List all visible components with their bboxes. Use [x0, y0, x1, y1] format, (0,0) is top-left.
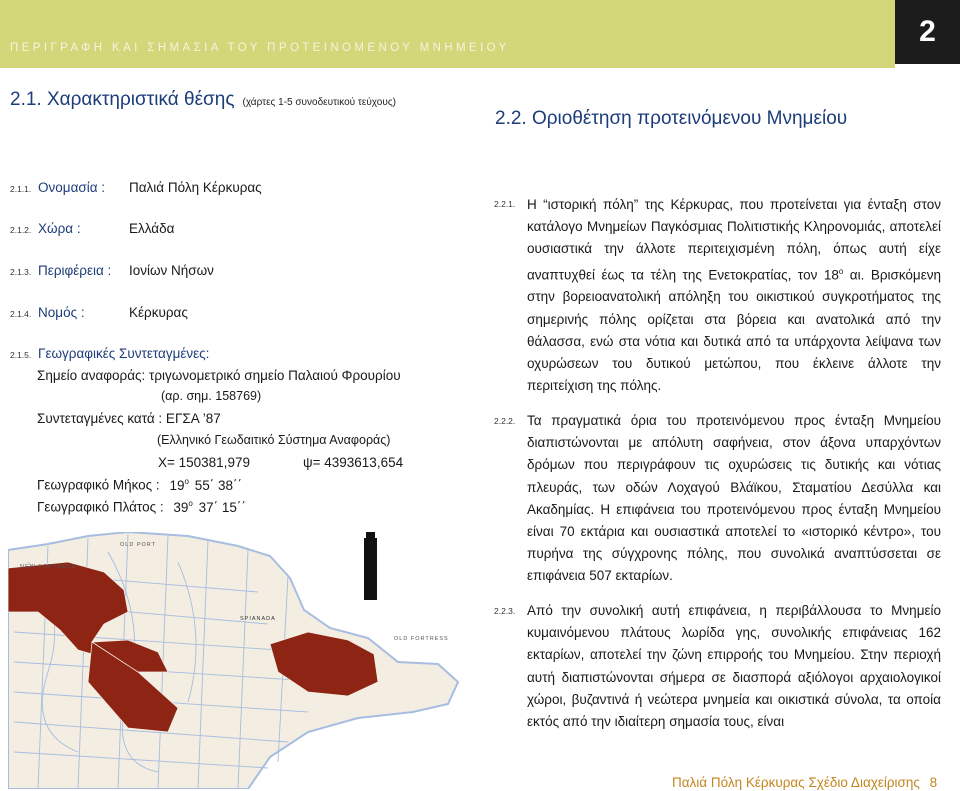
coords-heading-text: Γεωγραφικές Συντεταγμένες:	[38, 346, 210, 361]
item-number: 2.1.1.	[10, 184, 32, 194]
footer-text: Παλιά Πόλη Κέρκυρας Σχέδιο Διαχείρισης	[672, 775, 920, 790]
degree-symbol: ο	[184, 477, 189, 486]
map-label-old-port: OLD PORT	[120, 542, 157, 548]
paragraph-2-2-1	[527, 194, 941, 397]
paragraph-number: 2.2.2.	[494, 416, 516, 426]
paragraph-text-continued: αι. Βρισκόμενη στην βορειοανατολική απόληξη του οικιστικού συγκροτήματος της σημερινής πόλης ορίζεται στα βόρεια και ανατολικά από την θάλασσα, ενώ στα νότια και δυτικά από τα υπάρχοντα λείψανα των οχυρώσεων του δυτικού μετώπου, που έκλεινε άλλοτε την περιτείχιση της πόλης.	[527, 267, 941, 394]
paragraph-number: 2.2.1.	[494, 199, 516, 209]
coordinate-x: Χ= 150381,979	[158, 455, 250, 470]
section-title-note: (χάρτες 1-5 συνοδευτικού τεύχους)	[242, 97, 396, 108]
longitude-label: Γεωγραφικό Μήκος :	[37, 477, 160, 493]
item-label: Νομός :	[38, 305, 85, 320]
item-prefecture	[10, 305, 85, 320]
map-label-old-fortress: OLD FORTRESS	[394, 636, 449, 642]
reference-id: (αρ. σημ. 158769)	[161, 389, 262, 403]
coordinate-system: Συντεταγμένες κατά : ΕΓΣΑ ’87	[37, 411, 221, 426]
item-label: Χώρα :	[38, 221, 81, 236]
century-superscript: ο	[838, 266, 844, 276]
item-number: 2.1.4.	[10, 309, 32, 319]
header-banner-text: ΠΕΡΙΓΡΑΦΗ ΚΑΙ ΣΗΜΑΣΙΑ ΤΟΥ ΠΡΟΤΕΙΝΟΜΕΝΟΥ ΜΝΗΜΕΙΟΥ	[10, 42, 510, 54]
item-label: Περιφέρεια :	[38, 263, 112, 278]
section-title-text: 2.1. Χαρακτηριστικά θέσης	[10, 89, 235, 110]
longitude-minutes-seconds: 55΄ 38΄΄	[194, 477, 242, 493]
item-value: Παλιά Πόλη Κέρκυρας	[129, 180, 262, 195]
page-number: 8	[929, 775, 938, 790]
item-value: Ιονίων Νήσων	[129, 263, 214, 278]
reference-point: Σημείο αναφοράς: τριγωνομετρικό σημείο Παλαιού Φρουρίου	[37, 368, 401, 383]
degree-symbol: ο	[188, 499, 193, 508]
latitude-label: Γεωγραφικό Πλάτος :	[37, 499, 164, 515]
item-number: 2.1.5.	[10, 350, 32, 360]
item-region	[10, 263, 111, 278]
paragraph-text: Η “ιστορική πόλη” της Κέρκυρας, που προτείνεται για ένταξη στον κατάλογο Μνημείων Παγκόσμιας Πολιτιστικής Κληρονομιάς, αποτελεί ουσιαστικά την άλλοτε περιτειχισμένη πόλη, όπως αυτή είχε αναπτυχθεί έως τα τέλη της Ενετοκρατίας, τον 18	[527, 197, 941, 283]
latitude	[37, 499, 246, 515]
coordinate-psi: ψ= 4393613,654	[303, 455, 404, 470]
longitude-degrees: 19	[169, 477, 185, 493]
item-country	[10, 221, 81, 236]
item-value: Κέρκυρας	[129, 305, 188, 320]
map-label-new-fortress: NEW FORTRESS	[20, 564, 77, 570]
north-marker-dot	[366, 532, 375, 538]
latitude-minutes-seconds: 37΄ 15΄΄	[198, 499, 246, 515]
chapter-number: 2	[895, 0, 960, 64]
section-title-left	[10, 89, 396, 111]
item-label: Ονομασία :	[38, 180, 106, 195]
paragraph-number: 2.2.3.	[494, 606, 516, 616]
old-town-map	[8, 532, 483, 789]
paragraph-2-2-2: Τα πραγματικά όρια του προτεινόμενου προς ένταξη Μνημείου διαπιστώνονται με απόλυτη σαφήνεια, στον άξονα υπαρχόντων δρόμων που περιγράφουν τις οχυρώσεις τις δυτικής και νότιας πλευράς, των οδών Λοχαγού Βλάϊκου, Σταματίου Δεσύλλα και Ακαδημίας. Η επιφάνεια του προτεινόμενου προς ένταξη Μνημείου είναι 70 εκτάρια και ουσιαστικά αποτελεί το «ιστορικό κέντρο», του πυρήνα της σύγχρονης πόλης, που συνολικά αναπτύσσεται σε επιφάνεια 507 εκταρίων.	[527, 413, 941, 584]
item-value: Ελλάδα	[129, 221, 175, 236]
header-banner	[0, 0, 895, 68]
page-footer	[672, 775, 937, 790]
section-title-right: 2.2. Οριοθέτηση προτεινόμενου Μνημείου	[495, 108, 848, 129]
item-name	[10, 180, 105, 195]
item-number: 2.1.3.	[10, 267, 32, 277]
coords-heading	[10, 346, 209, 361]
coordinate-system-name: (Ελληνικό Γεωδαιτικό Σύστημα Αναφοράς)	[157, 433, 391, 447]
latitude-degrees: 39	[173, 499, 189, 515]
map-label-spianada: SPIANADA	[240, 616, 276, 622]
item-number: 2.1.2.	[10, 225, 32, 235]
north-marker	[364, 538, 377, 600]
longitude	[37, 477, 242, 493]
paragraph-2-2-3: Από την συνολική αυτή επιφάνεια, η περιβάλλουσα το Μνημείο κυμαινόμενου πλάτους λωρίδα γης, συνολικής επιφάνειας 162 εκταρίων, αποτελεί την ζώνη επιρροής του Μνημείου. Στην περιοχή αυτή διαπιστώνονται σήμερα σε διασπορά αξιόλογοι αρχαιολογικοί χώροι, βυζαντινά ή νεώτερα μνημεία και οικιστικά σύνολα, τα οποία εκτός από την ιδιαίτερη σημασία τους, είναι	[527, 603, 941, 730]
